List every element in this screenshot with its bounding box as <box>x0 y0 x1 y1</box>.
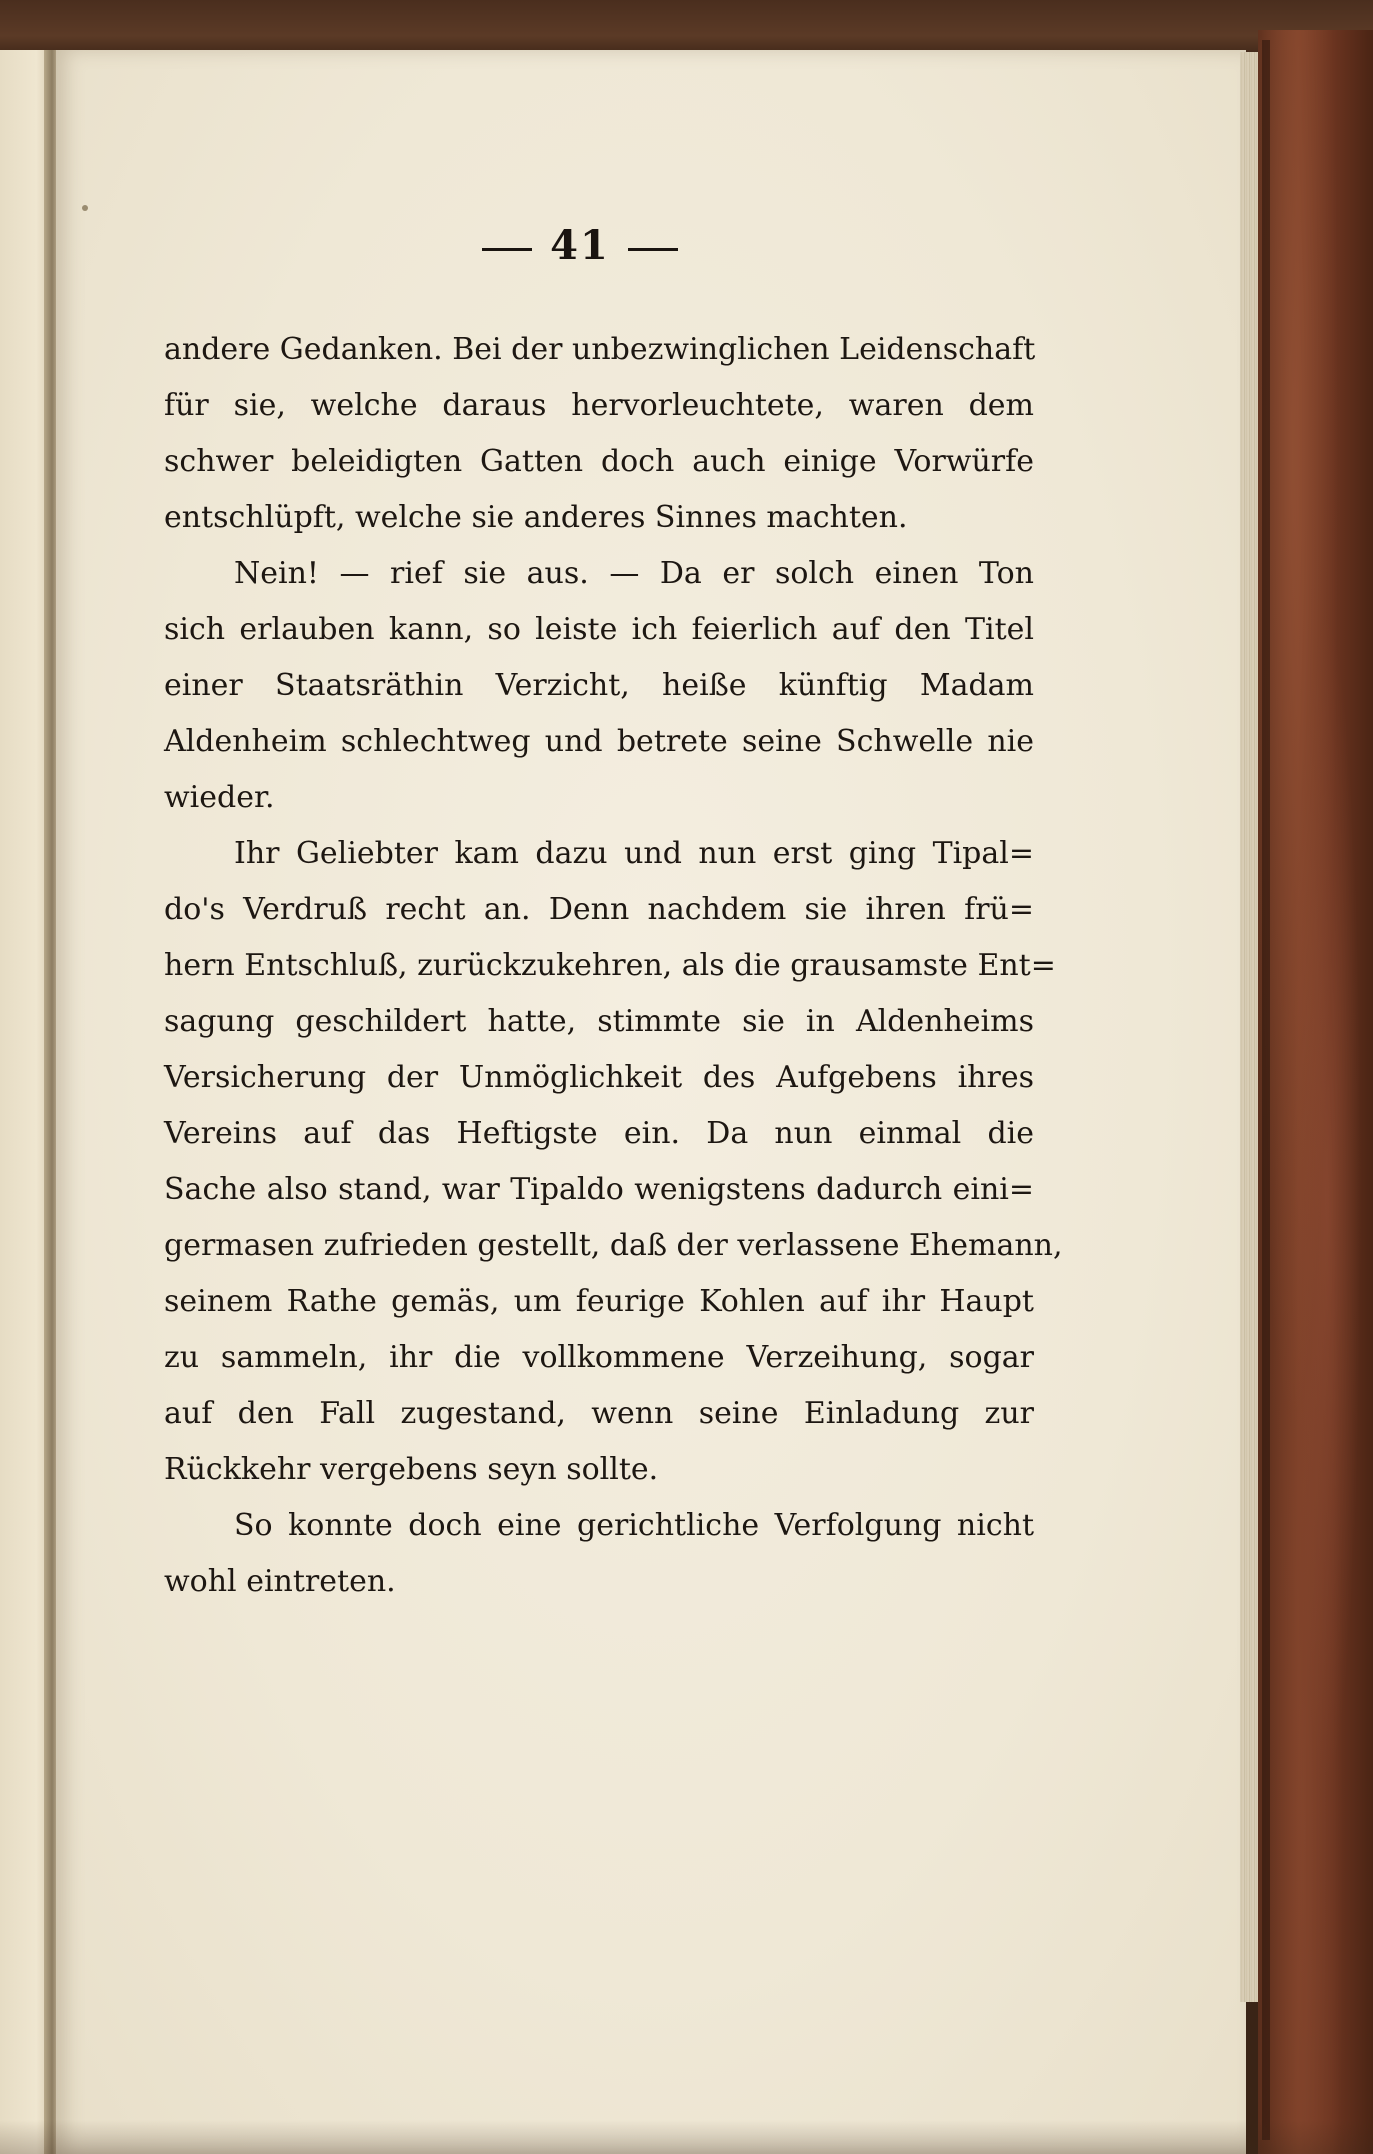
cover-border <box>1262 40 1270 2140</box>
margin-speck <box>82 205 88 211</box>
page-number <box>430 222 730 269</box>
page-number-value: 41 <box>550 222 610 269</box>
body-text <box>164 322 1063 1610</box>
text-line: sagung geschildert hatte, stimmte sie in Aldenheims <box>164 1004 1034 1039</box>
text-line: do's Verdruß recht an. Denn nachdem sie ihren frü= <box>164 892 1034 927</box>
text-line: Versicherung der Unmöglichkeit des Aufgebens ihres <box>164 1060 1034 1095</box>
text-line: Nein! — rief sie aus. — Da er solch einen Ton <box>234 556 1034 591</box>
text-line: für sie, welche daraus hervorleuchtete, waren dem <box>164 388 1034 423</box>
text-line: auf den Fall zugestand, wenn seine Einladung zur <box>164 1396 1034 1431</box>
text-line: hern Entschluß, zurückzukehren, als die grausamste Ent= <box>164 948 1056 983</box>
page-number-dash-left <box>482 248 532 251</box>
text-line: einer Staatsräthin Verzicht, heiße künftig Madam <box>164 668 1034 703</box>
text-line: seinem Rathe gemäs, um feurige Kohlen auf ihr Haupt <box>164 1284 1034 1319</box>
text-line: entschlüpft, welche sie anderes Sinnes machten. <box>164 500 908 535</box>
text-line: Ihr Geliebter kam dazu und nun erst ging Tipal= <box>234 836 1034 871</box>
text-line: sich erlauben kann, so leiste ich feierlich auf den Titel <box>164 612 1034 647</box>
text-line: schwer beleidigten Gatten doch auch einige Vorwürfe <box>164 444 1034 479</box>
text-line: germasen zufrieden gestellt, daß der verlassene Ehemann, <box>164 1228 1063 1263</box>
text-line: wohl eintreten. <box>164 1564 396 1599</box>
text-line: zu sammeln, ihr die vollkommene Verzeihung, sogar <box>164 1340 1034 1375</box>
text-line: andere Gedanken. Bei der unbezwinglichen Leidenschaft <box>164 332 1036 367</box>
text-line: Sache also stand, war Tipaldo wenigstens dadurch eini= <box>164 1172 1034 1207</box>
page-number-dash-right <box>628 248 678 251</box>
leather-cover <box>1258 30 1373 2154</box>
bottom-shadow <box>0 2120 1373 2154</box>
text-line: Vereins auf das Heftigste ein. Da nun einmal die <box>164 1116 1034 1151</box>
text-line: wieder. <box>164 780 275 815</box>
text-line: Aldenheim schlechtweg und betrete seine Schwelle nie <box>164 724 1034 759</box>
page-edges <box>1240 52 1260 2002</box>
text-line: Rückkehr vergebens seyn sollte. <box>164 1452 659 1487</box>
text-line: So konnte doch eine gerichtliche Verfolgung nicht <box>234 1508 1034 1543</box>
